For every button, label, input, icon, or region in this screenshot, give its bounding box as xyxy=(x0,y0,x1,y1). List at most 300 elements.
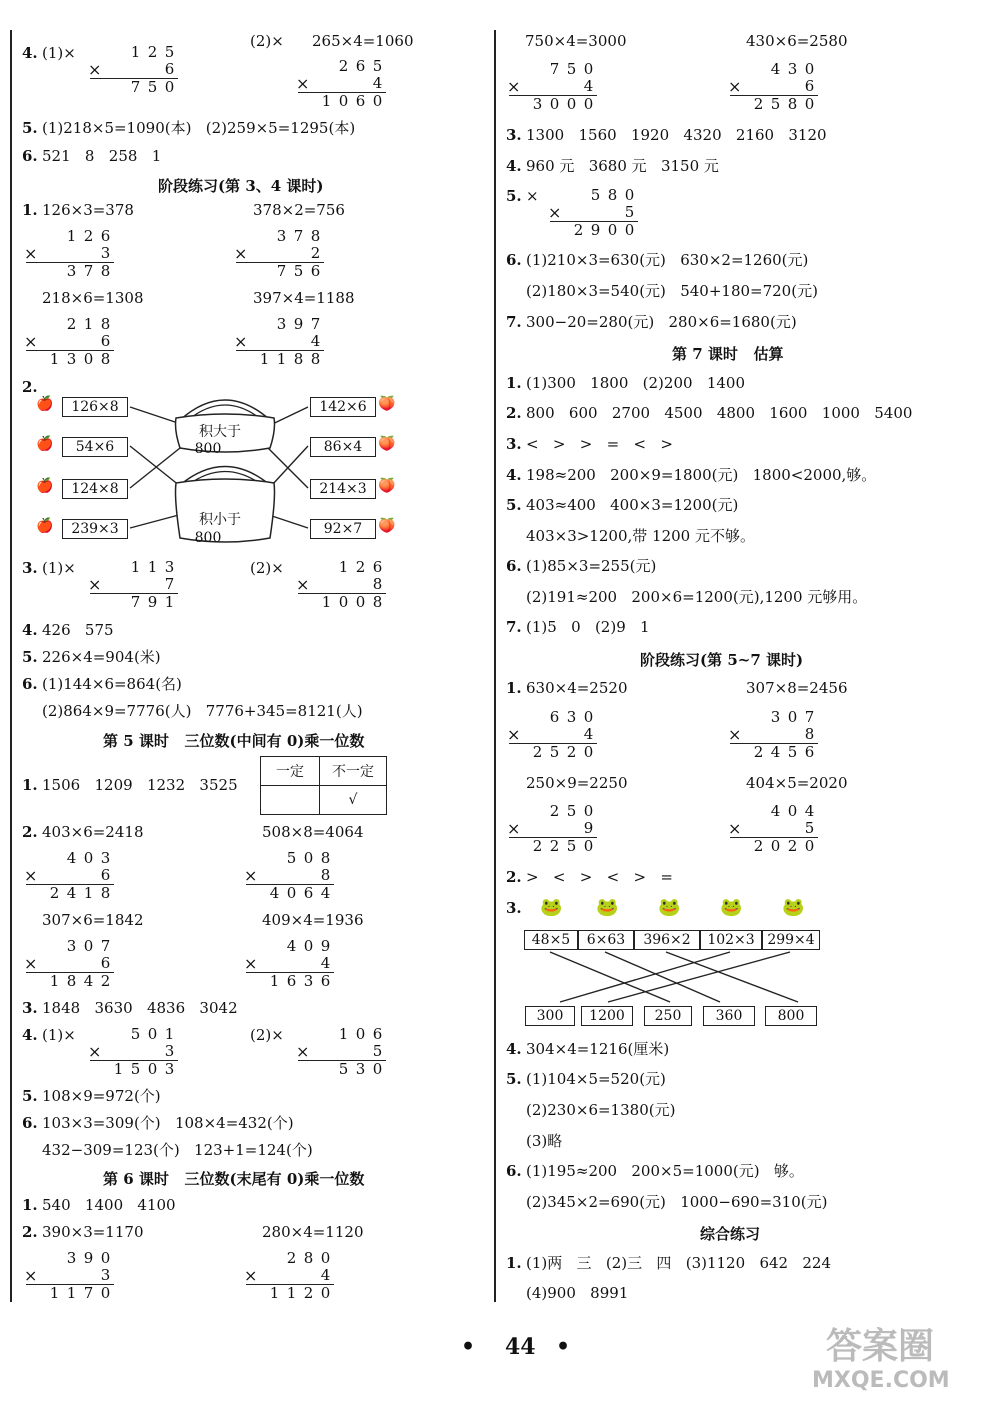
match-box-left: 239×3 xyxy=(62,519,128,539)
table-header: 不一定 xyxy=(320,757,387,786)
answer-text: 800 600 2700 4500 4800 1600 1000 5400 xyxy=(526,404,913,422)
digit: 6 xyxy=(320,972,331,990)
digit: 3 xyxy=(532,95,543,113)
digit: 2 xyxy=(303,1284,314,1302)
answer-text: 521 8 258 1 xyxy=(42,147,162,165)
multiplier-row xyxy=(88,576,178,593)
equation: 280×4=1120 xyxy=(262,1223,364,1241)
equation: 250×9=2250 xyxy=(526,774,628,792)
digit: 0 xyxy=(372,1060,383,1078)
digit: 0 xyxy=(355,593,366,611)
digit: 7 xyxy=(83,1284,94,1302)
multiplicand-row xyxy=(728,61,818,78)
multiplier-row xyxy=(24,245,114,262)
digit: 9 xyxy=(293,315,304,333)
digit: 0 xyxy=(583,743,594,761)
digit: 6 xyxy=(372,558,383,576)
times-sign: × xyxy=(244,866,258,885)
digit: 5 xyxy=(286,849,297,867)
equation: 378×2=756 xyxy=(253,201,345,219)
multiplier-row xyxy=(24,867,114,884)
times-sign: × xyxy=(296,1042,310,1061)
digit: 1 xyxy=(147,558,158,576)
multiplier-row xyxy=(24,1267,114,1284)
equation: 397×4=1188 xyxy=(253,289,355,307)
answer-box: 1200 xyxy=(581,1006,633,1026)
watermark-logo: 答案圈 xyxy=(826,1326,935,1367)
digit: 2 xyxy=(338,57,349,75)
digit: 2 xyxy=(549,837,560,855)
vertical-multiplication xyxy=(728,61,818,113)
question-number: 6. xyxy=(506,1162,522,1180)
vertical-multiplication xyxy=(88,1026,178,1078)
vertical-multiplication xyxy=(296,1026,386,1078)
digit: 1 xyxy=(83,884,94,902)
times-sign: × xyxy=(548,203,562,222)
answer-text: (2)× xyxy=(250,32,284,50)
answer-text: (2)× xyxy=(250,559,284,577)
multiplier-row xyxy=(88,1043,178,1060)
digit: 8 xyxy=(320,866,331,884)
answer-text: 300−20=280(元) 280×6=1680(元) xyxy=(526,313,797,331)
digit: 1 xyxy=(164,1025,175,1043)
digit: 7 xyxy=(130,593,141,611)
digit: 7 xyxy=(164,575,175,593)
digit: 3 xyxy=(276,227,287,245)
equation: 750×4=3000 xyxy=(525,32,627,50)
vertical-multiplication xyxy=(728,803,818,855)
column-divider xyxy=(494,30,496,1302)
peach-icon: 🍑 xyxy=(378,518,396,534)
multiplier-row xyxy=(244,955,334,972)
page-dot: • xyxy=(461,1334,476,1360)
question-number: 6. xyxy=(22,147,38,165)
question-number: 7. xyxy=(506,618,522,636)
product-row xyxy=(234,263,324,280)
question-number: 3. xyxy=(22,999,38,1017)
digit: 6 xyxy=(310,262,321,280)
digit: 1 xyxy=(321,92,332,110)
digit: 4 xyxy=(583,77,594,95)
basket-label: 积大于 xyxy=(199,424,241,440)
digit: 5 xyxy=(590,186,601,204)
multiplier-row xyxy=(728,726,818,743)
times-sign: × xyxy=(244,1266,258,1285)
multiplicand-row xyxy=(244,1250,334,1267)
digit: 4 xyxy=(310,332,321,350)
question-number: 4. xyxy=(22,621,38,639)
apple-icon: 🍎 xyxy=(36,518,54,534)
digit: 2 xyxy=(532,743,543,761)
digit: 1 xyxy=(269,972,280,990)
basket-label: 积小于 xyxy=(199,512,241,528)
equation: 508×8=4064 xyxy=(262,823,364,841)
digit: 8 xyxy=(372,593,383,611)
question-number: 4. xyxy=(22,1026,38,1044)
multiplicand-row xyxy=(24,1250,114,1267)
digit: 0 xyxy=(100,1284,111,1302)
digit: 6 xyxy=(355,57,366,75)
digit: 0 xyxy=(787,802,798,820)
multiplicand-row xyxy=(244,850,334,867)
answer-text: (2)× xyxy=(250,1026,284,1044)
product-row xyxy=(548,222,638,239)
digit: 4 xyxy=(66,849,77,867)
vertical-multiplication xyxy=(24,850,114,902)
multiplicand-row xyxy=(234,228,324,245)
section-heading: 阶段练习(第 5~7 课时) xyxy=(640,651,804,669)
times-sign: × xyxy=(234,244,248,263)
section-heading: 第 7 课时 估算 xyxy=(672,345,784,363)
multiplicand-row xyxy=(296,559,386,576)
digit: 1 xyxy=(338,1025,349,1043)
question-number: 2. xyxy=(22,823,38,841)
digit: 0 xyxy=(770,837,781,855)
digit: 7 xyxy=(804,708,815,726)
answer-text: 198≈200 200×9=1800(元) 1800<2000,够。 xyxy=(526,466,877,484)
equation: 403×6=2418 xyxy=(42,823,144,841)
question-number: 6. xyxy=(22,1114,38,1132)
question-number: 3. xyxy=(22,559,38,577)
digit: 8 xyxy=(310,350,321,368)
answer-text: (2)345×2=690(元) 1000−690=310(元) xyxy=(526,1193,828,1211)
expression-box: 48×5 xyxy=(524,930,578,950)
digit: 3 xyxy=(164,558,175,576)
digit: 7 xyxy=(310,315,321,333)
answer-text: (2)864×9=7776(人) 7776+345=8121(人) xyxy=(42,702,363,720)
vertical-multiplication xyxy=(244,1250,334,1302)
equation: 307×6=1842 xyxy=(42,911,144,929)
digit: 0 xyxy=(804,95,815,113)
answer-text: (2)191≈200 200×6=1200(元),1200 元够用。 xyxy=(526,588,868,606)
digit: 7 xyxy=(276,262,287,280)
digit: 2 xyxy=(355,558,366,576)
product-row xyxy=(296,93,386,110)
multiplier-row xyxy=(88,61,178,78)
table-cell: √ xyxy=(320,786,387,815)
question-number: 5. xyxy=(506,1070,522,1088)
digit: 5 xyxy=(164,43,175,61)
digit: 8 xyxy=(607,186,618,204)
digit: 4 xyxy=(770,743,781,761)
question-number: 6. xyxy=(506,251,522,269)
digit: 8 xyxy=(804,725,815,743)
digit: 3 xyxy=(100,1266,111,1284)
digit: 0 xyxy=(583,802,594,820)
digit: 0 xyxy=(607,221,618,239)
digit: 2 xyxy=(573,221,584,239)
multiplicand-row xyxy=(88,559,178,576)
digit: 3 xyxy=(100,849,111,867)
multiplier-row xyxy=(24,333,114,350)
question-number: 2. xyxy=(506,404,522,422)
digit: 0 xyxy=(624,221,635,239)
digit: 1 xyxy=(83,315,94,333)
digit: 8 xyxy=(787,95,798,113)
digit: 1 xyxy=(338,558,349,576)
equation: 218×6=1308 xyxy=(42,289,144,307)
digit: 7 xyxy=(100,937,111,955)
digit: 1 xyxy=(49,350,60,368)
digit: 6 xyxy=(804,743,815,761)
digit: 0 xyxy=(147,1060,158,1078)
question-number: 1. xyxy=(22,1196,38,1214)
vertical-multiplication xyxy=(507,803,597,855)
answer-text: (1)218×5=1090(本) (2)259×5=1295(本) xyxy=(42,119,356,137)
answer-text: (1)195≈200 200×5=1000(元) 够。 xyxy=(526,1162,804,1180)
section-heading: 第 6 课时 三位数(末尾有 0)乘一位数 xyxy=(103,1170,365,1188)
digit: 9 xyxy=(320,937,331,955)
multiplicand-row xyxy=(296,58,386,75)
question-number: 1. xyxy=(506,374,522,392)
digit: 4 xyxy=(83,972,94,990)
digit: 2 xyxy=(532,837,543,855)
vertical-multiplication xyxy=(24,228,114,280)
digit: 3 xyxy=(164,1060,175,1078)
digit: 6 xyxy=(355,92,366,110)
digit: 8 xyxy=(100,315,111,333)
match-box-right: 92×7 xyxy=(310,519,376,539)
digit: 9 xyxy=(590,221,601,239)
digit: 0 xyxy=(355,1025,366,1043)
digit: 0 xyxy=(787,708,798,726)
digit: 6 xyxy=(303,884,314,902)
product-row xyxy=(24,885,114,902)
times-sign: × xyxy=(24,1266,38,1285)
apple-icon: 🍎 xyxy=(36,436,54,452)
times-sign: × xyxy=(728,77,742,96)
question-number: 2. xyxy=(506,868,522,886)
digit: 8 xyxy=(293,350,304,368)
vertical-multiplication xyxy=(88,44,178,96)
digit: 3 xyxy=(355,1060,366,1078)
digit: 0 xyxy=(804,60,815,78)
question-number: 7. xyxy=(506,313,522,331)
digit: 5 xyxy=(549,743,560,761)
multiplicand-row xyxy=(507,61,597,78)
product-row xyxy=(728,838,818,855)
digit: 5 xyxy=(804,819,815,837)
basket-label: 800 xyxy=(194,441,222,457)
digit: 0 xyxy=(320,1249,331,1267)
product-row xyxy=(24,1285,114,1302)
times-sign: × xyxy=(88,575,102,594)
table-header: 一定 xyxy=(261,757,320,786)
product-row xyxy=(296,594,386,611)
multiplicand-row xyxy=(234,316,324,333)
question-number: 5. xyxy=(506,496,522,514)
equation: 265×4=1060 xyxy=(312,32,414,50)
product-row xyxy=(244,885,334,902)
answer-text: (1)85×3=255(元) xyxy=(526,557,657,575)
digit: 5 xyxy=(372,1042,383,1060)
equation: 307×8=2456 xyxy=(746,679,848,697)
multiplicand-row xyxy=(728,803,818,820)
digit: 1 xyxy=(321,593,332,611)
match-box-left: 124×8 xyxy=(62,479,128,499)
multiplier-row xyxy=(296,75,386,92)
section-heading: 综合练习 xyxy=(700,1225,761,1243)
question-number: 3. xyxy=(506,899,522,917)
times-sign: × xyxy=(296,575,310,594)
multiplicand-row xyxy=(88,44,178,61)
product-row xyxy=(88,79,178,96)
product-row xyxy=(728,744,818,761)
vertical-multiplication xyxy=(548,187,638,239)
digit: 7 xyxy=(293,227,304,245)
answer-text: (1)210×3=630(元) 630×2=1260(元) xyxy=(526,251,809,269)
vertical-multiplication xyxy=(234,228,324,280)
digit: 9 xyxy=(583,819,594,837)
digit: 9 xyxy=(83,1249,94,1267)
times-sign: × xyxy=(24,332,38,351)
page-dot: • xyxy=(556,1334,571,1360)
product-row xyxy=(244,1285,334,1302)
vertical-multiplication xyxy=(244,938,334,990)
table-cell xyxy=(261,786,320,815)
apple-icon: 🍎 xyxy=(36,478,54,494)
digit: 5 xyxy=(566,802,577,820)
times-sign: × xyxy=(507,819,521,838)
question-number: 4. xyxy=(22,44,38,62)
digit: 3 xyxy=(770,708,781,726)
product-row xyxy=(507,96,597,113)
digit: 3 xyxy=(566,708,577,726)
answer-text: 103×3=309(个) 108×4=432(个) xyxy=(42,1114,294,1132)
match-box-left: 54×6 xyxy=(62,437,128,457)
digit: 0 xyxy=(583,837,594,855)
digit: 6 xyxy=(372,1025,383,1043)
digit: 1 xyxy=(66,1284,77,1302)
answer-text: 960 元 3680 元 3150 元 xyxy=(526,157,719,175)
multiplier-row xyxy=(244,1267,334,1284)
digit: 2 xyxy=(100,972,111,990)
judgement-table xyxy=(260,756,387,815)
answer-box: 800 xyxy=(765,1006,817,1026)
vertical-multiplication xyxy=(234,316,324,368)
digit: 0 xyxy=(566,95,577,113)
vertical-multiplication xyxy=(507,709,597,761)
product-row xyxy=(244,973,334,990)
left-margin-rule xyxy=(10,30,12,1302)
digit: 1 xyxy=(130,558,141,576)
digit: 8 xyxy=(100,884,111,902)
match-box-right: 86×4 xyxy=(310,437,376,457)
digit: 5 xyxy=(770,95,781,113)
multiplier-row xyxy=(234,333,324,350)
digit: 5 xyxy=(147,78,158,96)
times-sign: × xyxy=(507,725,521,744)
digit: 4 xyxy=(770,802,781,820)
digit: 0 xyxy=(286,884,297,902)
frog-icon: 🐸 xyxy=(540,897,563,918)
digit: 4 xyxy=(320,1266,331,1284)
multiplicand-row xyxy=(728,709,818,726)
vertical-multiplication xyxy=(296,559,386,611)
expression-box: 299×4 xyxy=(762,930,820,950)
equation: 126×3=378 xyxy=(42,201,134,219)
question-number: 4. xyxy=(506,1040,522,1058)
times-sign: × xyxy=(296,74,310,93)
digit: 2 xyxy=(286,1249,297,1267)
vertical-multiplication xyxy=(24,316,114,368)
answer-text: 108×9=972(个) xyxy=(42,1087,161,1105)
digit: 8 xyxy=(66,972,77,990)
matching-lines xyxy=(520,950,820,1006)
digit: 4 xyxy=(286,937,297,955)
digit: 0 xyxy=(549,95,560,113)
answer-text: (1)5 0 (2)9 1 xyxy=(526,618,650,636)
digit: 2 xyxy=(66,315,77,333)
match-box-left: 126×8 xyxy=(62,397,128,417)
digit: 0 xyxy=(583,95,594,113)
digit: 0 xyxy=(583,708,594,726)
multiplier-row xyxy=(507,820,597,837)
equation: 630×4=2520 xyxy=(526,679,628,697)
answer-text: (2)230×6=1380(元) xyxy=(526,1101,676,1119)
product-row xyxy=(507,744,597,761)
digit: 4 xyxy=(804,802,815,820)
digit: 2 xyxy=(566,743,577,761)
digit: 0 xyxy=(147,1025,158,1043)
multiplier-row xyxy=(234,245,324,262)
digit: 6 xyxy=(286,972,297,990)
product-row xyxy=(507,838,597,855)
digit: 6 xyxy=(100,227,111,245)
digit: 2 xyxy=(310,244,321,262)
digit: 3 xyxy=(66,937,77,955)
digit: 2 xyxy=(787,837,798,855)
multiplicand-row xyxy=(24,938,114,955)
question-number: 5. xyxy=(22,119,38,137)
digit: 8 xyxy=(100,350,111,368)
digit: 3 xyxy=(100,244,111,262)
digit: 0 xyxy=(338,92,349,110)
digit: 5 xyxy=(130,1025,141,1043)
peach-icon: 🍑 xyxy=(378,396,396,412)
digit: 3 xyxy=(66,262,77,280)
question-number: 4. xyxy=(506,466,522,484)
digit: 8 xyxy=(100,262,111,280)
digit: 1 xyxy=(130,43,141,61)
multiplier-row xyxy=(507,78,597,95)
digit: 5 xyxy=(566,837,577,855)
digit: 5 xyxy=(338,1060,349,1078)
digit: 3 xyxy=(164,1042,175,1060)
digit: 5 xyxy=(293,262,304,280)
digit: 0 xyxy=(164,78,175,96)
multiplicand-row xyxy=(24,850,114,867)
multiplicand-row xyxy=(507,803,597,820)
question-number: 1. xyxy=(22,776,38,794)
digit: 1 xyxy=(66,227,77,245)
product-row xyxy=(88,594,178,611)
vertical-multiplication xyxy=(296,58,386,110)
multiplier-row xyxy=(296,1043,386,1060)
digit: 3 xyxy=(66,1249,77,1267)
frog-icon: 🐸 xyxy=(596,897,619,918)
digit: 1 xyxy=(49,1284,60,1302)
times-sign: × xyxy=(88,1042,102,1061)
answer-box: 360 xyxy=(703,1006,755,1026)
vertical-multiplication xyxy=(244,850,334,902)
answer-text: (1)× xyxy=(42,559,76,577)
answer-text: 432−309=123(个) 123+1=124(个) xyxy=(42,1141,313,1159)
product-row xyxy=(24,263,114,280)
answer-text: (1)104×5=520(元) xyxy=(526,1070,666,1088)
digit: 8 xyxy=(320,849,331,867)
frog-icon: 🐸 xyxy=(720,897,743,918)
